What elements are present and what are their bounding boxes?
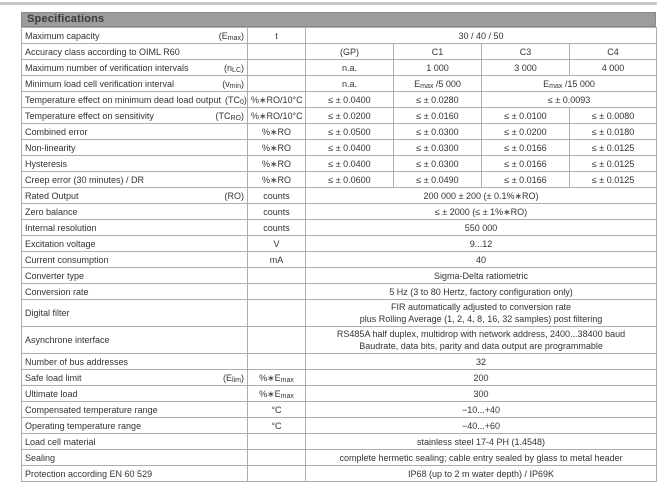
spec-label-cell xyxy=(22,124,248,140)
spec-value-cell: ≤ ± 0.0100 xyxy=(482,108,570,124)
spec-value-cell: ≤ ± 0.0125 xyxy=(570,172,657,188)
spec-unit-cell xyxy=(248,268,306,284)
spec-label-cell xyxy=(22,370,248,386)
spec-row xyxy=(22,386,657,402)
spec-value-cell: C3 xyxy=(482,44,570,60)
spec-label-cell xyxy=(22,140,248,156)
spec-unit-cell: %∗RO xyxy=(248,156,306,172)
spec-value-cell: 4 000 xyxy=(570,60,657,76)
spec-row xyxy=(22,28,657,44)
spec-label-cell xyxy=(22,402,248,418)
spec-label: Internal resolution xyxy=(25,222,97,233)
spec-label-cell xyxy=(22,434,248,450)
spec-row xyxy=(22,172,657,188)
spec-label: Minimum load cell verification interval xyxy=(25,78,175,89)
spec-value-cell: ≤ ± 0.0093 xyxy=(482,92,657,108)
spec-unit-cell xyxy=(248,60,306,76)
spec-value-cell: ≤ ± 0.0280 xyxy=(394,92,482,108)
spec-label: Excitation voltage xyxy=(25,238,96,249)
spec-label: Temperature effect on minimum dead load output xyxy=(25,94,221,105)
spec-row xyxy=(22,44,657,60)
spec-row xyxy=(22,354,657,370)
specifications-title-bar xyxy=(21,12,656,27)
spec-unit-cell: $\%∗E_{max}$ xyxy=(248,370,306,386)
spec-unit-cell xyxy=(248,466,306,482)
spec-value-cell: ≤ ± 0.0400 xyxy=(306,92,394,108)
spec-value-cell: IP68 (up to 2 m water depth) / IP69K xyxy=(306,466,657,482)
spec-value-cell: 550 000 xyxy=(306,220,657,236)
spec-label-cell xyxy=(22,60,248,76)
specifications-table xyxy=(21,27,657,482)
spec-label-cell xyxy=(22,300,248,327)
spec-value-cell: 5 Hz (3 to 80 Hertz, factory configuration only) xyxy=(306,284,657,300)
spec-value-cell: −40...+60 xyxy=(306,418,657,434)
spec-label-cell xyxy=(22,284,248,300)
spec-label-cell xyxy=(22,236,248,252)
spec-symbol: $(TC_0)$ xyxy=(224,94,247,106)
spec-unit-cell: %∗RO xyxy=(248,140,306,156)
specifications-panel xyxy=(21,12,656,482)
spec-row xyxy=(22,466,657,482)
spec-label-cell xyxy=(22,327,248,354)
spec-unit-cell: %∗RO xyxy=(248,172,306,188)
spec-label: Ultimate load xyxy=(25,388,78,399)
spec-value-cell: 200 xyxy=(306,370,657,386)
spec-label: Sealing xyxy=(25,452,56,463)
spec-label: Digital filter xyxy=(25,308,70,318)
spec-row xyxy=(22,156,657,172)
spec-unit-cell: %∗RO/10°C xyxy=(248,92,306,108)
spec-label: Creep error (30 minutes) / DR xyxy=(25,174,145,185)
spec-label: Conversion rate xyxy=(25,286,89,297)
spec-row xyxy=(22,76,657,92)
spec-value-cell: (GP) xyxy=(306,44,394,60)
spec-unit-cell: counts xyxy=(248,220,306,236)
spec-value-cell: ≤ ± 0.0200 xyxy=(482,124,570,140)
spec-label-cell xyxy=(22,76,248,92)
spec-symbol: $(E_{lim})$ xyxy=(223,372,244,384)
spec-value-cell: ≤ ± 0.0160 xyxy=(394,108,482,124)
spec-value-cell: ≤ ± 0.0600 xyxy=(306,172,394,188)
spec-label: Safe load limit xyxy=(25,372,82,383)
spec-label: Number of bus addresses xyxy=(25,356,129,367)
spec-unit-cell xyxy=(248,450,306,466)
spec-unit-cell xyxy=(248,300,306,327)
spec-unit-cell xyxy=(248,327,306,354)
spec-label: Asynchrone interface xyxy=(25,335,110,345)
spec-unit-cell xyxy=(248,434,306,450)
spec-value-cell: ≤ ± 0.0125 xyxy=(570,140,657,156)
spec-label-cell xyxy=(22,44,248,60)
spec-label-cell xyxy=(22,188,248,204)
spec-value-cell: complete hermetic sealing; cable entry sealed by glass to metal header xyxy=(306,450,657,466)
spec-value-cell: C1 xyxy=(394,44,482,60)
spec-symbol: $(n_{LC})$ xyxy=(224,62,244,74)
spec-unit-cell: °C xyxy=(248,402,306,418)
spec-row xyxy=(22,402,657,418)
spec-label: Maximum capacity xyxy=(25,30,100,41)
spec-value-cell: ≤ ± 0.0080 xyxy=(570,108,657,124)
spec-label: Compensated temperature range xyxy=(25,404,158,415)
spec-value-cell: ≤ ± 0.0166 xyxy=(482,140,570,156)
spec-label: Current consumption xyxy=(25,254,109,265)
spec-row xyxy=(22,60,657,76)
spec-value-cell: ≤ ± 0.0300 xyxy=(394,140,482,156)
spec-unit-cell: $\%∗E_{max}$ xyxy=(248,386,306,402)
spec-label-cell xyxy=(22,386,248,402)
spec-unit-cell xyxy=(248,44,306,60)
spec-unit-cell xyxy=(248,76,306,92)
spec-row xyxy=(22,300,657,327)
spec-label-cell xyxy=(22,418,248,434)
spec-unit-cell: mA xyxy=(248,252,306,268)
spec-label-cell xyxy=(22,172,248,188)
spec-label-cell xyxy=(22,156,248,172)
spec-value-cell: 40 xyxy=(306,252,657,268)
spec-value-cell: 300 xyxy=(306,386,657,402)
spec-value-cell: −10...+40 xyxy=(306,402,657,418)
spec-value-cell: ≤ ± 0.0300 xyxy=(394,124,482,140)
spec-label: Non-linearity xyxy=(25,142,76,153)
spec-value-cell: n.a. xyxy=(306,60,394,76)
spec-row xyxy=(22,418,657,434)
spec-value-cell: ≤ ± 0.0200 xyxy=(306,108,394,124)
specifications-title: Specifications xyxy=(27,13,105,25)
spec-value-cell: 200 000 ± 200 (± 0.1%∗RO) xyxy=(306,188,657,204)
spec-label-cell xyxy=(22,268,248,284)
spec-row xyxy=(22,220,657,236)
spec-value-cell: C4 xyxy=(570,44,657,60)
spec-symbol: $(E_{max})$ xyxy=(218,30,244,42)
spec-value-cell: stainless steel 17-4 PH (1.4548) xyxy=(306,434,657,450)
spec-row xyxy=(22,370,657,386)
page-top-rule xyxy=(0,2,657,5)
spec-label: Load cell material xyxy=(25,436,96,447)
spec-value-cell: ≤ ± 0.0400 xyxy=(306,140,394,156)
spec-row xyxy=(22,252,657,268)
spec-value-cell: n.a. xyxy=(306,76,394,92)
spec-row xyxy=(22,108,657,124)
spec-symbol: $(v_{min})$ xyxy=(222,78,244,90)
spec-value-cell: ≤ ± 0.0500 xyxy=(306,124,394,140)
spec-unit-cell: V xyxy=(248,236,306,252)
spec-label: Accuracy class according to OIML R60 xyxy=(25,46,180,57)
spec-label: Hysteresis xyxy=(25,158,68,169)
spec-value-cell: 30 / 40 / 50 xyxy=(306,28,657,44)
spec-row xyxy=(22,236,657,252)
spec-row xyxy=(22,124,657,140)
spec-label-cell xyxy=(22,108,248,124)
spec-label-cell xyxy=(22,92,248,108)
spec-label-cell xyxy=(22,450,248,466)
spec-value-cell: ≤ ± 0.0490 xyxy=(394,172,482,188)
spec-label: Combined error xyxy=(25,126,88,137)
spec-symbol: (RO) xyxy=(224,190,244,201)
spec-label-cell xyxy=(22,220,248,236)
spec-row xyxy=(22,327,657,354)
spec-unit-cell: °C xyxy=(248,418,306,434)
spec-value-cell: $E_{max}$ /5 000 xyxy=(394,76,482,92)
spec-value-cell: RS485A half duplex, multidrop with network address, 2400...38400 baud Baudrate, data bits, parity and data output are programmable xyxy=(306,327,657,354)
spec-row xyxy=(22,268,657,284)
spec-label-cell xyxy=(22,354,248,370)
spec-label: Zero balance xyxy=(25,206,78,217)
spec-label: Converter type xyxy=(25,270,85,281)
spec-unit-cell: counts xyxy=(248,204,306,220)
spec-label: Temperature effect on sensitivity xyxy=(25,110,154,121)
spec-label: Maximum number of verification intervals xyxy=(25,62,189,73)
spec-value-cell: 3 000 xyxy=(482,60,570,76)
spec-row xyxy=(22,92,657,108)
spec-unit-cell xyxy=(248,284,306,300)
spec-label: Operating temperature range xyxy=(25,420,142,431)
spec-value-cell: ≤ ± 0.0300 xyxy=(394,156,482,172)
spec-value-cell: ≤ ± 0.0166 xyxy=(482,172,570,188)
spec-label-cell xyxy=(22,252,248,268)
spec-value-cell: ≤ ± 0.0180 xyxy=(570,124,657,140)
spec-symbol: $(TC_{RO})$ xyxy=(215,110,244,122)
spec-unit-cell: t xyxy=(248,28,306,44)
spec-value-cell: ≤ ± 0.0166 xyxy=(482,156,570,172)
spec-value-cell: FIR automatically adjusted to conversion rate plus Rolling Average (1, 2, 4, 8, 16, 32 samples) post filtering xyxy=(306,300,657,327)
spec-label-cell xyxy=(22,466,248,482)
spec-value-cell: 32 xyxy=(306,354,657,370)
spec-value-cell: 9...12 xyxy=(306,236,657,252)
spec-label-cell xyxy=(22,28,248,44)
spec-unit-cell: counts xyxy=(248,188,306,204)
spec-label: Rated Output xyxy=(25,190,79,201)
spec-row xyxy=(22,204,657,220)
spec-unit-cell: %∗RO xyxy=(248,124,306,140)
spec-value-cell: ≤ ± 2000 (≤ ± 1%∗RO) xyxy=(306,204,657,220)
spec-value-cell: 1 000 xyxy=(394,60,482,76)
spec-row xyxy=(22,140,657,156)
spec-row xyxy=(22,284,657,300)
spec-label: Protection according EN 60 529 xyxy=(25,468,153,479)
spec-row xyxy=(22,188,657,204)
spec-value-cell: ≤ ± 0.0400 xyxy=(306,156,394,172)
spec-row xyxy=(22,450,657,466)
spec-row xyxy=(22,434,657,450)
spec-unit-cell: %∗RO/10°C xyxy=(248,108,306,124)
spec-value-cell: ≤ ± 0.0125 xyxy=(570,156,657,172)
spec-value-cell: $E_{max}$ /15 000 xyxy=(482,76,657,92)
spec-unit-cell xyxy=(248,354,306,370)
spec-label-cell xyxy=(22,204,248,220)
spec-value-cell: Sigma-Delta ratiometric xyxy=(306,268,657,284)
